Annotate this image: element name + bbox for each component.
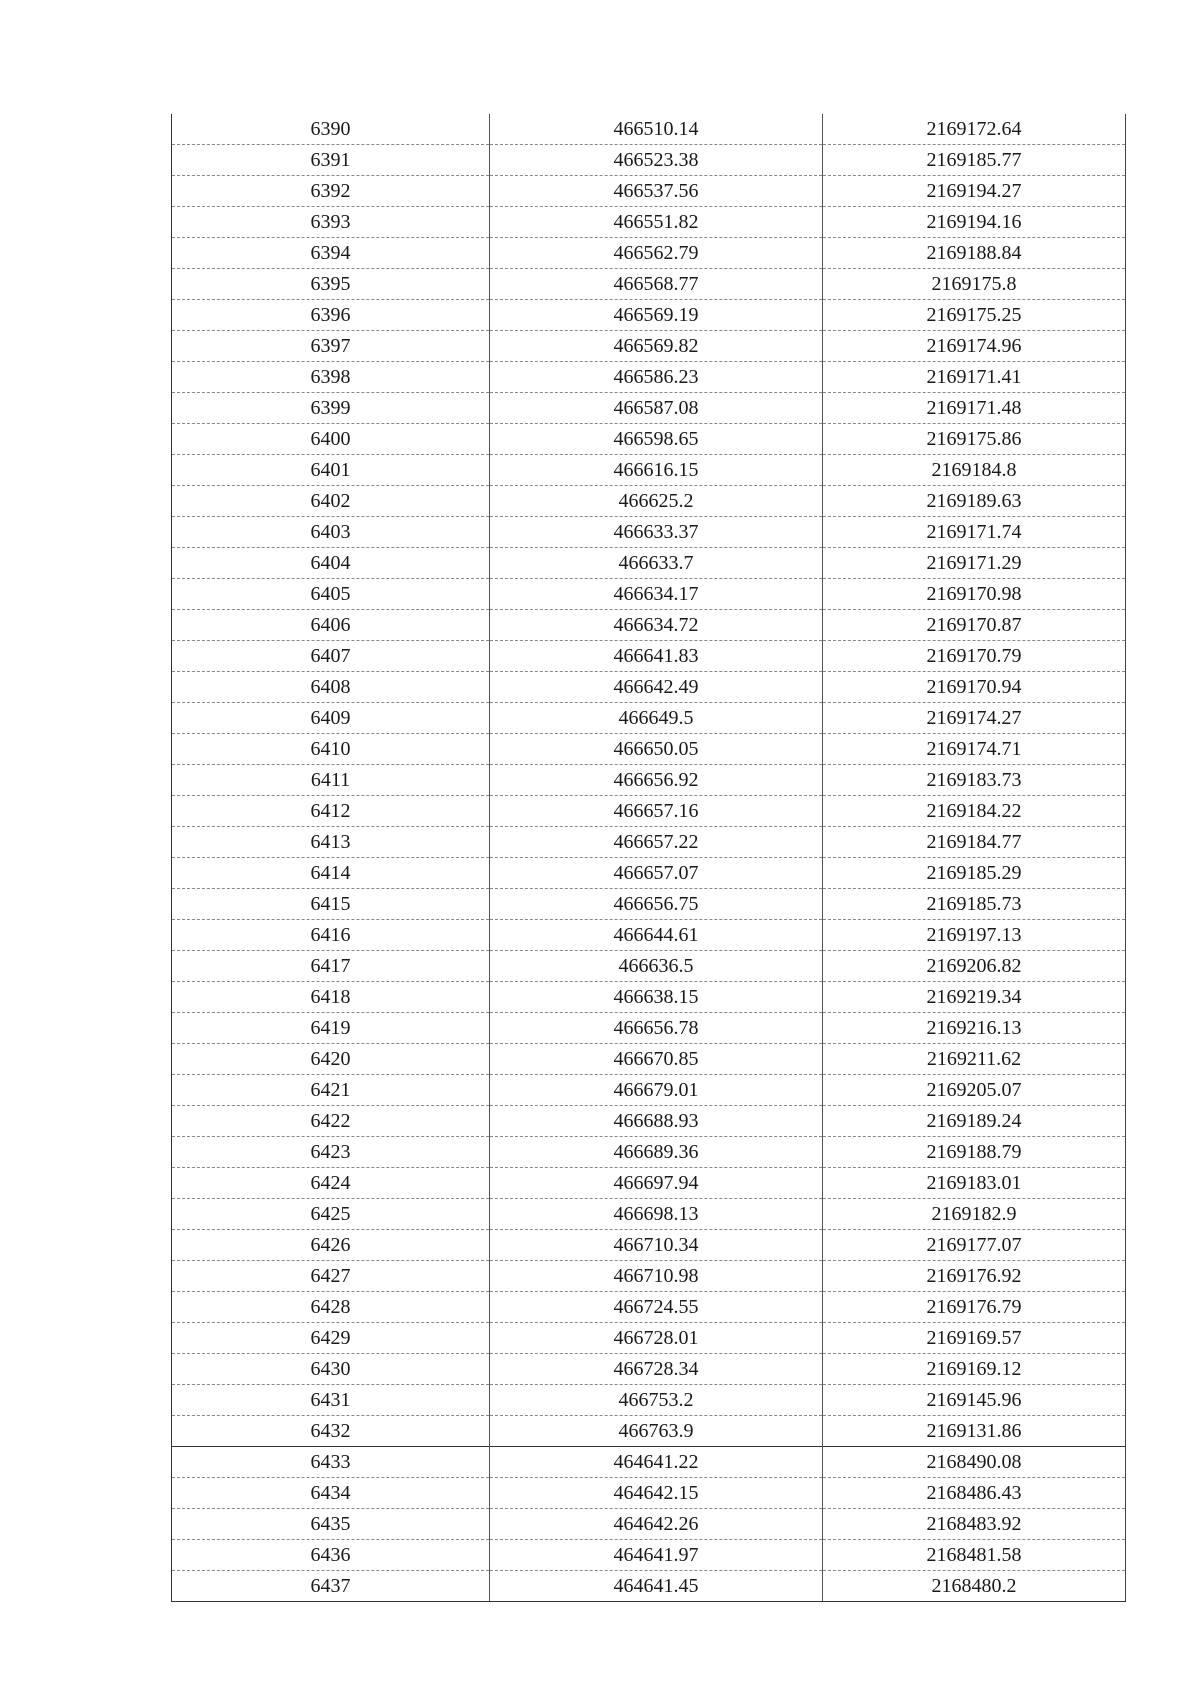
y-coordinate-cell: 2169171.48: [823, 393, 1126, 424]
x-coordinate-cell: 466642.49: [490, 672, 823, 703]
x-coordinate-cell: 466616.15: [490, 455, 823, 486]
table-row: [172, 1261, 1126, 1292]
table-row: [172, 1509, 1126, 1540]
table-row: [172, 114, 1126, 145]
table-row: [172, 1447, 1126, 1478]
y-coordinate-cell: 2169172.64: [823, 114, 1126, 145]
x-coordinate-cell: 466634.72: [490, 610, 823, 641]
y-coordinate-cell: 2169175.25: [823, 300, 1126, 331]
coordinates-table-body: [172, 114, 1126, 1602]
x-coordinate-cell: 464642.15: [490, 1478, 823, 1509]
y-coordinate-cell: 2169174.96: [823, 331, 1126, 362]
table-row: [172, 672, 1126, 703]
y-coordinate-cell: 2168481.58: [823, 1540, 1126, 1571]
point-id-cell: 6396: [172, 300, 490, 331]
table-row: [172, 517, 1126, 548]
table-row: [172, 1478, 1126, 1509]
x-coordinate-cell: 466753.2: [490, 1385, 823, 1416]
table-row: [172, 1292, 1126, 1323]
table-row: [172, 641, 1126, 672]
x-coordinate-cell: 466763.9: [490, 1416, 823, 1447]
table-row: [172, 796, 1126, 827]
y-coordinate-cell: 2169188.79: [823, 1137, 1126, 1168]
table-row: [172, 1075, 1126, 1106]
y-coordinate-cell: 2169205.07: [823, 1075, 1126, 1106]
x-coordinate-cell: 466656.78: [490, 1013, 823, 1044]
table-row: [172, 765, 1126, 796]
x-coordinate-cell: 466724.55: [490, 1292, 823, 1323]
x-coordinate-cell: 466523.38: [490, 145, 823, 176]
point-id-cell: 6391: [172, 145, 490, 176]
table-row: [172, 207, 1126, 238]
x-coordinate-cell: 466710.98: [490, 1261, 823, 1292]
point-id-cell: 6418: [172, 982, 490, 1013]
y-coordinate-cell: 2168480.2: [823, 1571, 1126, 1602]
y-coordinate-cell: 2168490.08: [823, 1447, 1126, 1478]
table-row: [172, 300, 1126, 331]
point-id-cell: 6434: [172, 1478, 490, 1509]
point-id-cell: 6422: [172, 1106, 490, 1137]
y-coordinate-cell: 2169170.98: [823, 579, 1126, 610]
x-coordinate-cell: 466568.77: [490, 269, 823, 300]
x-coordinate-cell: 466697.94: [490, 1168, 823, 1199]
x-coordinate-cell: 466657.22: [490, 827, 823, 858]
y-coordinate-cell: 2169189.63: [823, 486, 1126, 517]
coordinates-table: [171, 114, 1126, 1602]
x-coordinate-cell: 466587.08: [490, 393, 823, 424]
y-coordinate-cell: 2169131.86: [823, 1416, 1126, 1447]
point-id-cell: 6409: [172, 703, 490, 734]
x-coordinate-cell: 466598.65: [490, 424, 823, 455]
point-id-cell: 6436: [172, 1540, 490, 1571]
x-coordinate-cell: 466634.17: [490, 579, 823, 610]
y-coordinate-cell: 2169169.57: [823, 1323, 1126, 1354]
point-id-cell: 6435: [172, 1509, 490, 1540]
table-row: [172, 1385, 1126, 1416]
table-row: [172, 1540, 1126, 1571]
y-coordinate-cell: 2169170.79: [823, 641, 1126, 672]
table-row: [172, 1013, 1126, 1044]
x-coordinate-cell: 466633.7: [490, 548, 823, 579]
x-coordinate-cell: 466689.36: [490, 1137, 823, 1168]
point-id-cell: 6421: [172, 1075, 490, 1106]
y-coordinate-cell: 2169171.41: [823, 362, 1126, 393]
y-coordinate-cell: 2169184.22: [823, 796, 1126, 827]
point-id-cell: 6399: [172, 393, 490, 424]
x-coordinate-cell: 466641.83: [490, 641, 823, 672]
y-coordinate-cell: 2169211.62: [823, 1044, 1126, 1075]
point-id-cell: 6425: [172, 1199, 490, 1230]
table-row: [172, 827, 1126, 858]
x-coordinate-cell: 466569.19: [490, 300, 823, 331]
point-id-cell: 6400: [172, 424, 490, 455]
point-id-cell: 6437: [172, 1571, 490, 1602]
table-row: [172, 1354, 1126, 1385]
x-coordinate-cell: 466638.15: [490, 982, 823, 1013]
table-row: [172, 548, 1126, 579]
table-row: [172, 703, 1126, 734]
point-id-cell: 6415: [172, 889, 490, 920]
x-coordinate-cell: 464641.22: [490, 1447, 823, 1478]
y-coordinate-cell: 2169182.9: [823, 1199, 1126, 1230]
table-row: [172, 889, 1126, 920]
point-id-cell: 6395: [172, 269, 490, 300]
y-coordinate-cell: 2169170.87: [823, 610, 1126, 641]
point-id-cell: 6414: [172, 858, 490, 889]
x-coordinate-cell: 464641.97: [490, 1540, 823, 1571]
table-row: [172, 393, 1126, 424]
table-row: [172, 982, 1126, 1013]
x-coordinate-cell: 466636.5: [490, 951, 823, 982]
point-id-cell: 6413: [172, 827, 490, 858]
point-id-cell: 6408: [172, 672, 490, 703]
point-id-cell: 6431: [172, 1385, 490, 1416]
y-coordinate-cell: 2168483.92: [823, 1509, 1126, 1540]
x-coordinate-cell: 466633.37: [490, 517, 823, 548]
table-row: [172, 610, 1126, 641]
y-coordinate-cell: 2169194.27: [823, 176, 1126, 207]
x-coordinate-cell: 466644.61: [490, 920, 823, 951]
y-coordinate-cell: 2169174.27: [823, 703, 1126, 734]
x-coordinate-cell: 466586.23: [490, 362, 823, 393]
y-coordinate-cell: 2169175.86: [823, 424, 1126, 455]
table-row: [172, 1168, 1126, 1199]
y-coordinate-cell: 2169171.29: [823, 548, 1126, 579]
table-row: [172, 145, 1126, 176]
point-id-cell: 6406: [172, 610, 490, 641]
point-id-cell: 6393: [172, 207, 490, 238]
y-coordinate-cell: 2169189.24: [823, 1106, 1126, 1137]
table-row: [172, 424, 1126, 455]
point-id-cell: 6429: [172, 1323, 490, 1354]
x-coordinate-cell: 466679.01: [490, 1075, 823, 1106]
y-coordinate-cell: 2169206.82: [823, 951, 1126, 982]
y-coordinate-cell: 2169183.01: [823, 1168, 1126, 1199]
point-id-cell: 6424: [172, 1168, 490, 1199]
y-coordinate-cell: 2169170.94: [823, 672, 1126, 703]
x-coordinate-cell: 466710.34: [490, 1230, 823, 1261]
table-row: [172, 1106, 1126, 1137]
y-coordinate-cell: 2168486.43: [823, 1478, 1126, 1509]
table-row: [172, 1571, 1126, 1602]
point-id-cell: 6427: [172, 1261, 490, 1292]
point-id-cell: 6433: [172, 1447, 490, 1478]
x-coordinate-cell: 466649.5: [490, 703, 823, 734]
point-id-cell: 6426: [172, 1230, 490, 1261]
y-coordinate-cell: 2169185.73: [823, 889, 1126, 920]
y-coordinate-cell: 2169185.77: [823, 145, 1126, 176]
x-coordinate-cell: 466728.34: [490, 1354, 823, 1385]
x-coordinate-cell: 466569.82: [490, 331, 823, 362]
point-id-cell: 6430: [172, 1354, 490, 1385]
point-id-cell: 6417: [172, 951, 490, 982]
y-coordinate-cell: 2169169.12: [823, 1354, 1126, 1385]
x-coordinate-cell: 466698.13: [490, 1199, 823, 1230]
point-id-cell: 6412: [172, 796, 490, 827]
point-id-cell: 6390: [172, 114, 490, 145]
x-coordinate-cell: 466510.14: [490, 114, 823, 145]
x-coordinate-cell: 466657.07: [490, 858, 823, 889]
table-row: [172, 486, 1126, 517]
y-coordinate-cell: 2169216.13: [823, 1013, 1126, 1044]
table-row: [172, 362, 1126, 393]
table-row: [172, 734, 1126, 765]
point-id-cell: 6423: [172, 1137, 490, 1168]
table-row: [172, 1416, 1126, 1447]
point-id-cell: 6411: [172, 765, 490, 796]
y-coordinate-cell: 2169183.73: [823, 765, 1126, 796]
table-row: [172, 920, 1126, 951]
x-coordinate-cell: 466537.56: [490, 176, 823, 207]
table-row: [172, 176, 1126, 207]
table-row: [172, 1323, 1126, 1354]
x-coordinate-cell: 466728.01: [490, 1323, 823, 1354]
point-id-cell: 6402: [172, 486, 490, 517]
y-coordinate-cell: 2169184.77: [823, 827, 1126, 858]
x-coordinate-cell: 466551.82: [490, 207, 823, 238]
table-row: [172, 455, 1126, 486]
table-row: [172, 1230, 1126, 1261]
y-coordinate-cell: 2169174.71: [823, 734, 1126, 765]
x-coordinate-cell: 466625.2: [490, 486, 823, 517]
y-coordinate-cell: 2169171.74: [823, 517, 1126, 548]
table-row: [172, 269, 1126, 300]
point-id-cell: 6405: [172, 579, 490, 610]
point-id-cell: 6420: [172, 1044, 490, 1075]
table-row: [172, 858, 1126, 889]
x-coordinate-cell: 464642.26: [490, 1509, 823, 1540]
y-coordinate-cell: 2169188.84: [823, 238, 1126, 269]
point-id-cell: 6401: [172, 455, 490, 486]
point-id-cell: 6404: [172, 548, 490, 579]
y-coordinate-cell: 2169219.34: [823, 982, 1126, 1013]
y-coordinate-cell: 2169194.16: [823, 207, 1126, 238]
y-coordinate-cell: 2169184.8: [823, 455, 1126, 486]
table-row: [172, 1137, 1126, 1168]
point-id-cell: 6407: [172, 641, 490, 672]
y-coordinate-cell: 2169185.29: [823, 858, 1126, 889]
point-id-cell: 6394: [172, 238, 490, 269]
point-id-cell: 6428: [172, 1292, 490, 1323]
y-coordinate-cell: 2169176.92: [823, 1261, 1126, 1292]
point-id-cell: 6416: [172, 920, 490, 951]
x-coordinate-cell: 466670.85: [490, 1044, 823, 1075]
point-id-cell: 6403: [172, 517, 490, 548]
point-id-cell: 6419: [172, 1013, 490, 1044]
point-id-cell: 6432: [172, 1416, 490, 1447]
table-row: [172, 1044, 1126, 1075]
x-coordinate-cell: 464641.45: [490, 1571, 823, 1602]
table-row: [172, 331, 1126, 362]
table-row: [172, 1199, 1126, 1230]
x-coordinate-cell: 466562.79: [490, 238, 823, 269]
y-coordinate-cell: 2169175.8: [823, 269, 1126, 300]
x-coordinate-cell: 466650.05: [490, 734, 823, 765]
y-coordinate-cell: 2169145.96: [823, 1385, 1126, 1416]
y-coordinate-cell: 2169177.07: [823, 1230, 1126, 1261]
point-id-cell: 6410: [172, 734, 490, 765]
y-coordinate-cell: 2169176.79: [823, 1292, 1126, 1323]
x-coordinate-cell: 466657.16: [490, 796, 823, 827]
table-row: [172, 951, 1126, 982]
table-row: [172, 238, 1126, 269]
point-id-cell: 6392: [172, 176, 490, 207]
point-id-cell: 6398: [172, 362, 490, 393]
x-coordinate-cell: 466656.75: [490, 889, 823, 920]
x-coordinate-cell: 466688.93: [490, 1106, 823, 1137]
y-coordinate-cell: 2169197.13: [823, 920, 1126, 951]
point-id-cell: 6397: [172, 331, 490, 362]
table-row: [172, 579, 1126, 610]
x-coordinate-cell: 466656.92: [490, 765, 823, 796]
